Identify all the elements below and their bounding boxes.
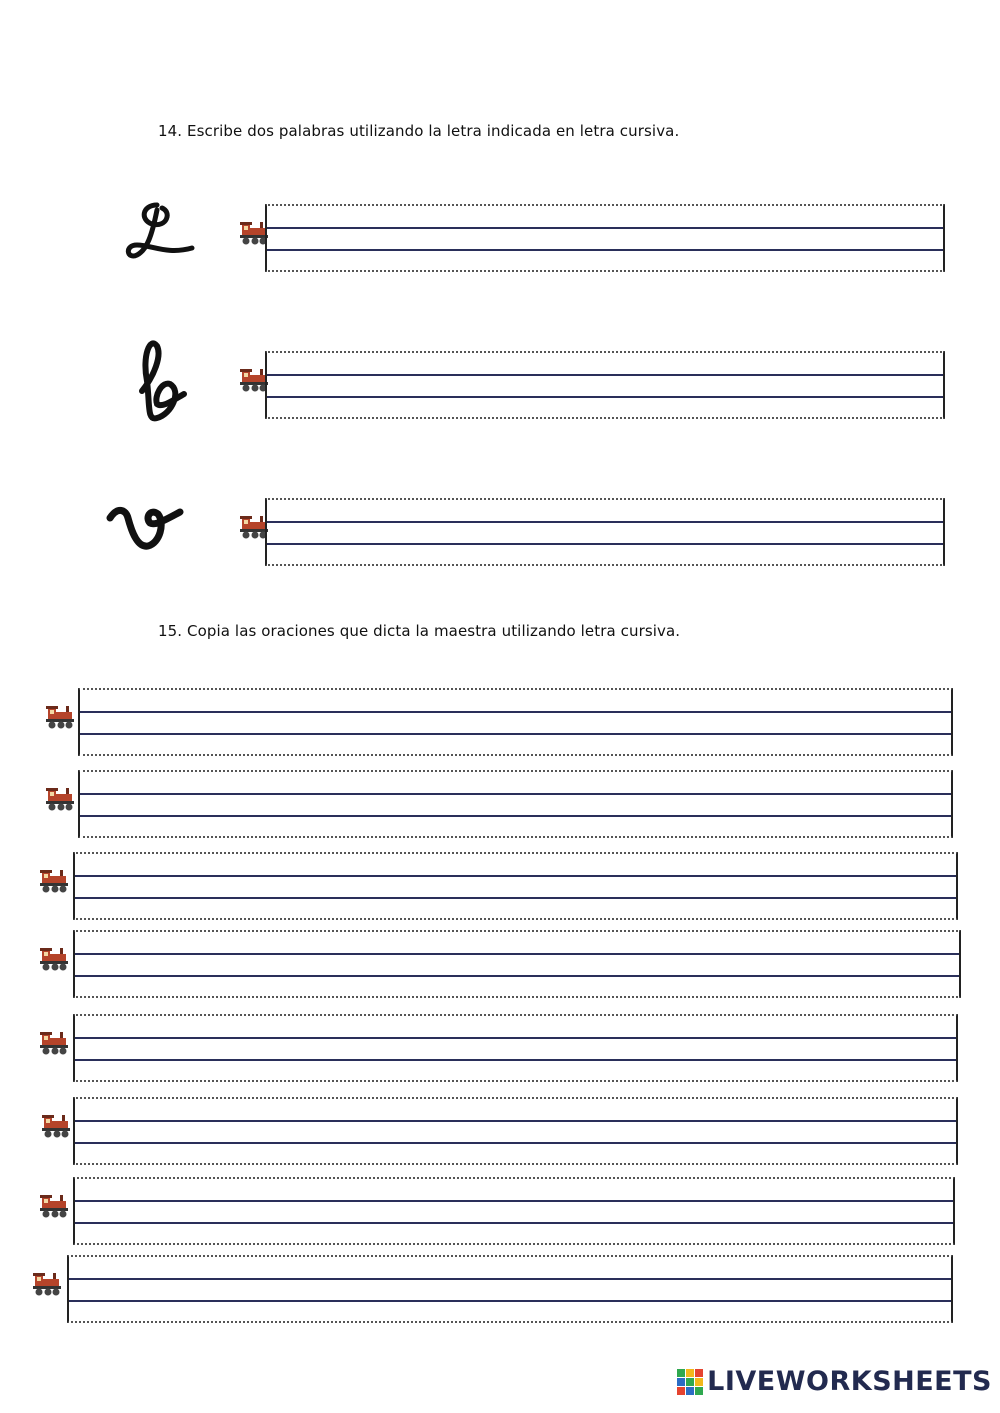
guide-line: [69, 1278, 951, 1280]
guide-line: [75, 1059, 956, 1061]
cursive-l-glyph: [112, 190, 222, 290]
train-icon: [40, 1028, 70, 1060]
brand-text: LIVEWORKSHEETS: [707, 1366, 992, 1397]
cursive-b-glyph: [112, 336, 222, 436]
train-icon: [40, 1191, 70, 1223]
instruction-15: 15. Copia las oraciones que dicta la maestra utilizando letra cursiva.: [158, 622, 681, 640]
train-icon: [42, 1111, 72, 1143]
guide-line: [80, 733, 951, 735]
guide-line: [80, 793, 951, 795]
guide-line: [267, 249, 943, 251]
handwriting-lines[interactable]: [78, 770, 953, 838]
guide-line: [80, 711, 951, 713]
guide-line: [75, 1142, 956, 1144]
train-icon: [33, 1269, 63, 1301]
cursive-letter-v: [100, 488, 210, 588]
train-icon: [46, 702, 76, 734]
guide-line: [75, 875, 956, 877]
guide-line: [75, 1120, 956, 1122]
cursive-letter-l: [112, 190, 222, 290]
handwriting-lines[interactable]: [73, 1014, 958, 1082]
guide-line: [75, 975, 959, 977]
guide-line: [69, 1300, 951, 1302]
handwriting-lines[interactable]: [73, 930, 961, 998]
guide-line: [267, 543, 943, 545]
train-icon: [40, 944, 70, 976]
guide-line: [267, 227, 943, 229]
handwriting-lines[interactable]: [265, 351, 945, 419]
train-icon: [40, 866, 70, 898]
handwriting-lines[interactable]: [73, 852, 958, 920]
handwriting-lines[interactable]: [73, 1097, 958, 1165]
handwriting-lines[interactable]: [73, 1177, 955, 1245]
handwriting-lines[interactable]: [265, 498, 945, 566]
guide-line: [75, 1200, 953, 1202]
train-icon: [46, 784, 76, 816]
cursive-v-glyph: [100, 488, 210, 588]
guide-line: [267, 374, 943, 376]
lws-grid-icon: [677, 1369, 703, 1395]
cursive-letter-b: [112, 336, 222, 436]
handwriting-lines[interactable]: [265, 204, 945, 272]
guide-line: [75, 897, 956, 899]
guide-line: [75, 953, 959, 955]
liveworksheets-logo: [677, 1366, 992, 1397]
guide-line: [75, 1222, 953, 1224]
guide-line: [267, 521, 943, 523]
guide-line: [80, 815, 951, 817]
handwriting-lines[interactable]: [67, 1255, 953, 1323]
guide-line: [75, 1037, 956, 1039]
instruction-14: 14. Escribe dos palabras utilizando la letra indicada en letra cursiva.: [158, 122, 680, 140]
handwriting-lines[interactable]: [78, 688, 953, 756]
guide-line: [267, 396, 943, 398]
